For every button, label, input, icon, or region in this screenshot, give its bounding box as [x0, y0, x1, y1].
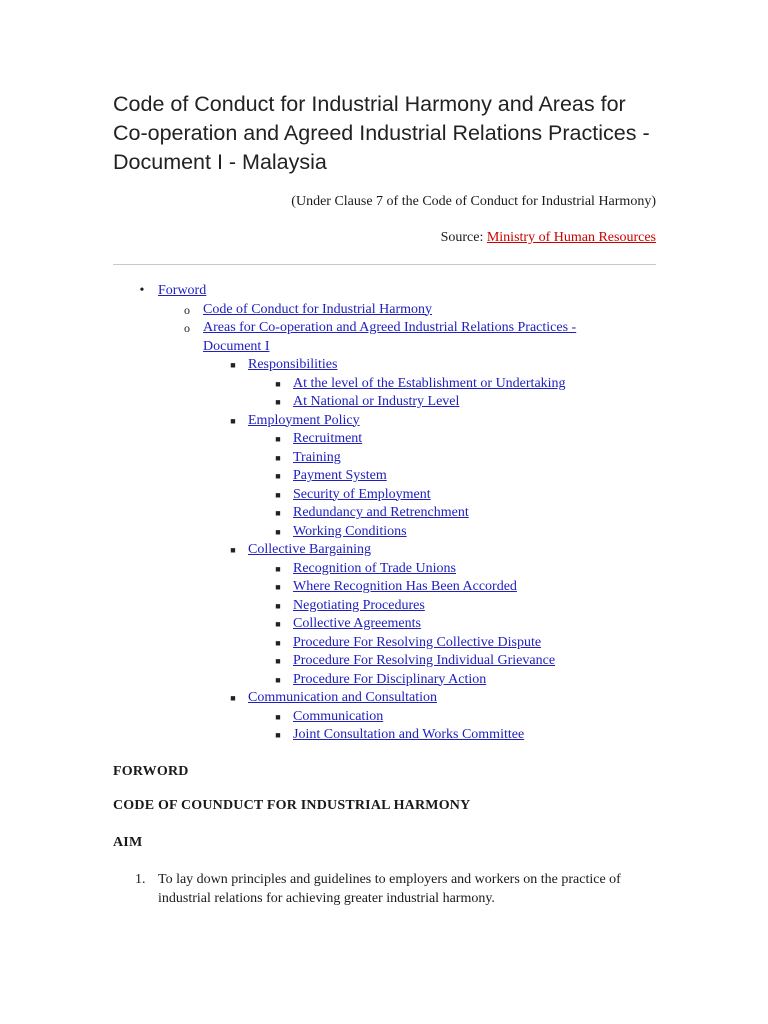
toc-item-forword: [113, 282, 656, 745]
square-bullet-icon: ■: [275, 526, 281, 537]
square-bullet-icon: ■: [275, 378, 281, 389]
section-heading-aim: AIM: [113, 835, 143, 850]
toc-item: [248, 467, 656, 486]
aim-list: [113, 870, 656, 908]
toc-item-responsibilities: [203, 356, 656, 412]
toc-item: [248, 486, 656, 505]
toc-item: [248, 504, 656, 523]
document-title: Code of Conduct for Industrial Harmony and Areas for Co-operation and Agreed Industrial Relations Practices - Document I - Malaysia: [113, 92, 650, 174]
toc-item-areas: [158, 319, 656, 745]
source-label: Source:: [440, 230, 484, 245]
toc-link-individual-grievance[interactable]: Procedure For Resolving Individual Grievance: [293, 653, 556, 668]
source-link[interactable]: Ministry of Human Resources: [486, 230, 656, 245]
toc-item: [248, 726, 656, 745]
source-line: [441, 229, 656, 247]
toc-item-code: [158, 301, 656, 320]
toc-link-joint-consultation[interactable]: Joint Consultation and Works Committee: [293, 727, 525, 742]
toc-link-redundancy[interactable]: Redundancy and Retrenchment: [293, 505, 469, 520]
circle-bullet-icon: o: [184, 302, 190, 317]
toc-link-areas-for-cooperation[interactable]: Areas for Co-operation and Agreed Industrial Relations Practices - Document I: [203, 320, 577, 354]
toc-item-communication-consultation: [203, 689, 656, 745]
square-bullet-icon: ■: [275, 730, 281, 740]
toc-link-collective-dispute[interactable]: Procedure For Resolving Collective Dispute: [293, 634, 542, 650]
square-bullet-icon: ■: [230, 415, 236, 426]
toc-link-code-of-conduct[interactable]: Code of Conduct for Industrial Harmony: [203, 301, 433, 317]
list-number: 1.: [135, 872, 146, 887]
toc-link-national-level[interactable]: At National or Industry Level: [293, 394, 460, 409]
square-bullet-icon: ■: [275, 637, 281, 648]
toc-link-training[interactable]: Training: [293, 449, 341, 465]
square-bullet-icon: ■: [275, 471, 281, 481]
toc-link-collective-bargaining[interactable]: Collective Bargaining: [248, 542, 371, 557]
toc-item: [248, 652, 656, 671]
toc-link-negotiating-procedures[interactable]: Negotiating Procedures: [293, 597, 425, 613]
square-bullet-icon: ■: [275, 582, 281, 592]
toc-item: [248, 449, 656, 468]
square-bullet-icon: ■: [275, 434, 281, 444]
section-heading-code-of-conduct: CODE OF COUNDUCT FOR INDUSTRIAL HARMONY: [113, 798, 471, 813]
square-bullet-icon: ■: [275, 508, 281, 518]
toc-link-payment-system[interactable]: Payment System: [293, 468, 387, 483]
square-bullet-icon: ■: [275, 397, 281, 407]
toc-item: [248, 430, 656, 449]
toc-item: [248, 393, 656, 412]
toc-link-establishment-level[interactable]: At the level of the Establishment or Undertaking: [293, 375, 566, 391]
square-bullet-icon: ■: [230, 693, 236, 703]
table-of-contents: [113, 282, 656, 745]
square-bullet-icon: ■: [275, 600, 281, 611]
toc-item-collective-bargaining: [203, 541, 656, 689]
square-bullet-icon: ■: [230, 360, 236, 370]
square-bullet-icon: ■: [275, 656, 281, 666]
toc-item: [248, 578, 656, 597]
toc-link-communication-consultation[interactable]: Communication and Consultation: [248, 690, 437, 705]
toc-link-security-of-employment[interactable]: Security of Employment: [293, 486, 431, 502]
document-subtitle: (Under Clause 7 of the Code of Conduct for Industrial Harmony): [291, 194, 656, 209]
toc-link-recognition-accorded[interactable]: Where Recognition Has Been Accorded: [293, 579, 517, 594]
aim-item-text: To lay down principles and guidelines to employers and workers on the practice of industrial relations for achieving greater industrial harmony.: [158, 872, 621, 906]
toc-item: [248, 523, 656, 542]
toc-link-collective-agreements[interactable]: Collective Agreements: [293, 616, 421, 631]
toc-link-working-conditions[interactable]: Working Conditions: [293, 523, 407, 539]
toc-link-recognition[interactable]: Recognition of Trade Unions: [293, 560, 456, 576]
aim-list-item: [113, 870, 656, 908]
square-bullet-icon: ■: [275, 711, 281, 722]
toc-link-communication[interactable]: Communication: [293, 708, 384, 724]
toc-item: [248, 671, 656, 690]
square-bullet-icon: ■: [275, 452, 281, 463]
toc-item: [248, 560, 656, 579]
toc-item-employment-policy: [203, 412, 656, 542]
toc-item: [248, 708, 656, 727]
square-bullet-icon: ■: [275, 619, 281, 629]
square-bullet-icon: ■: [275, 489, 281, 500]
horizontal-divider: [113, 264, 656, 265]
section-heading-forword: FORWORD: [113, 764, 189, 779]
circle-bullet-icon: o: [184, 321, 190, 335]
toc-item: [248, 634, 656, 653]
toc-item: [248, 597, 656, 616]
toc-item: [248, 375, 656, 394]
toc-link-responsibilities[interactable]: Responsibilities: [248, 357, 338, 372]
toc-link-employment-policy[interactable]: Employment Policy: [248, 412, 360, 428]
square-bullet-icon: ■: [275, 563, 281, 574]
toc-link-disciplinary-action[interactable]: Procedure For Disciplinary Action: [293, 671, 487, 687]
toc-link-recruitment[interactable]: Recruitment: [293, 431, 363, 446]
square-bullet-icon: ■: [230, 545, 236, 555]
toc-item: [248, 615, 656, 634]
disc-bullet-icon: •: [139, 283, 145, 298]
square-bullet-icon: ■: [275, 674, 281, 685]
toc-link-forword[interactable]: Forword: [158, 283, 207, 298]
